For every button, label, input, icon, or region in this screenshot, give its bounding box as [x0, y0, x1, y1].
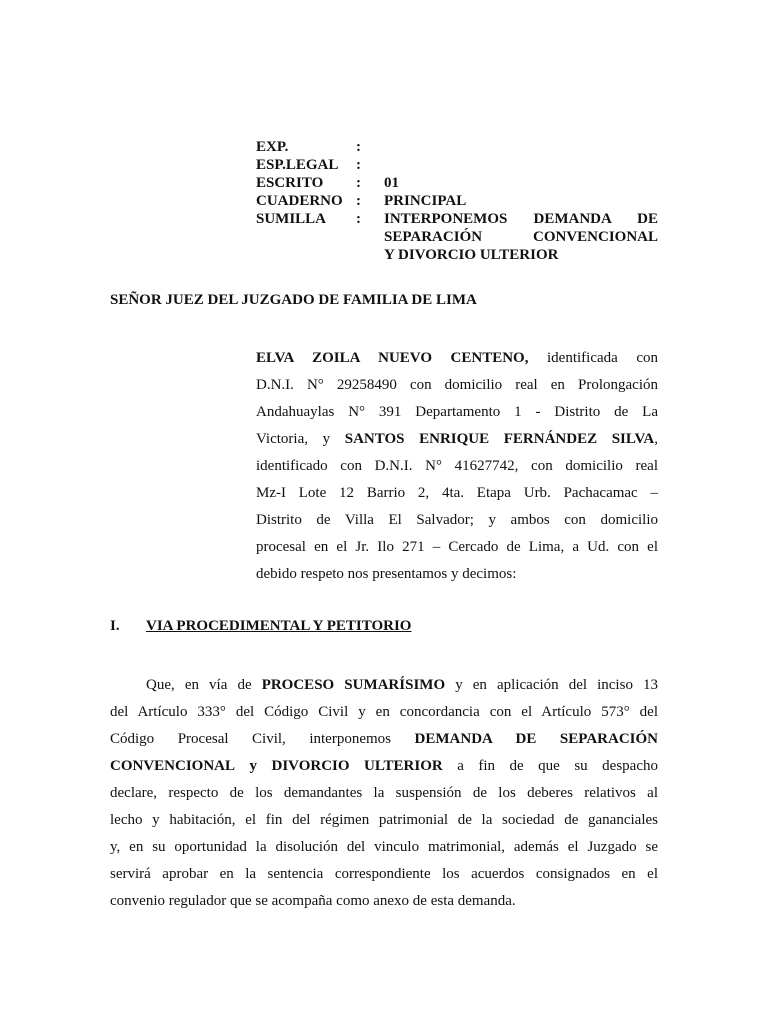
section-heading — [110, 618, 411, 635]
header-row-exp — [256, 138, 658, 156]
header-row-sumilla-cont — [256, 246, 658, 264]
text-line: Código Procesal Civil, interponemos DEMANDA DE SEPARACIÓN — [110, 731, 658, 747]
header-value: PRINCIPAL — [384, 193, 467, 209]
header-row-cuaderno — [256, 192, 658, 210]
header-row-escrito — [256, 174, 658, 192]
header-row-esp-legal — [256, 156, 658, 174]
text-line: Que, en vía de PROCESO SUMARÍSIMO y en aplicación del inciso 13 — [146, 677, 659, 693]
petition-paragraph — [110, 672, 658, 915]
header-row-sumilla — [256, 210, 658, 228]
header-colon: : — [356, 175, 361, 191]
text-line: convenio regulador que se acompaña como anexo de esta demanda. — [110, 893, 516, 909]
text-line: servirá aprobar en la sentencia correspondiente los acuerdos consignados en el — [110, 866, 658, 882]
text-line: identificado con D.N.I. N° 41627742, con domicilio real — [256, 458, 658, 474]
text-line: declare, respecto de los demandantes la suspensión de los deberes relativos al — [110, 785, 658, 801]
header-colon: : — [356, 157, 361, 173]
header-label: ESCRITO — [256, 175, 324, 191]
text-line: del Artículo 333° del Código Civil y en concordancia con el Artículo 573° del — [110, 704, 658, 720]
party-name: ELVA ZOILA NUEVO CENTENO, — [256, 350, 529, 366]
text-line: Victoria, y SANTOS ENRIQUE FERNÁNDEZ SILVA, — [256, 431, 658, 447]
section-title: VIA PROCEDIMENTAL Y PETITORIO — [146, 618, 412, 634]
header-row-sumilla-cont — [256, 228, 658, 246]
text-line: Andahuaylas N° 391 Departamento 1 - Distrito de La — [256, 404, 658, 420]
header-label: EXP. — [256, 139, 289, 155]
header-value: INTERPONEMOS DEMANDA DE — [384, 211, 658, 227]
header-colon: : — [356, 211, 361, 227]
sumilla-continuation: Y DIVORCIO ULTERIOR — [384, 247, 559, 263]
text-line: ELVA ZOILA NUEVO CENTENO, identificada con — [256, 350, 659, 366]
text-line: y, en su oportunidad la disolución del vinculo matrimonial, además el Juzgado se — [110, 839, 658, 855]
header-colon: : — [356, 139, 361, 155]
text-line: procesal en el Jr. Ilo 271 – Cercado de Lima, a Ud. con el — [256, 539, 658, 555]
text-line: CONVENCIONAL y DIVORCIO ULTERIOR a fin de que su despacho — [110, 758, 658, 774]
header-value — [384, 156, 658, 174]
party-name: SANTOS ENRIQUE FERNÁNDEZ SILVA — [344, 431, 655, 447]
header-colon: : — [356, 193, 361, 209]
header-label: CUADERNO — [256, 193, 343, 209]
parties-paragraph — [256, 345, 658, 588]
header-value: 01 — [384, 175, 399, 191]
section-number: I. — [110, 618, 120, 634]
text-line: debido respeto nos presentamos y decimos: — [256, 566, 517, 582]
addressee: SEÑOR JUEZ DEL JUZGADO DE FAMILIA DE LIMA — [110, 292, 477, 308]
text-line: lecho y habitación, el fin del régimen patrimonial de la sociedad de gananciales — [110, 812, 658, 828]
case-header — [256, 138, 658, 264]
text-line: Distrito de Villa El Salvador; y ambos con domicilio — [256, 512, 658, 528]
header-label: SUMILLA — [256, 211, 327, 227]
sumilla-continuation: SEPARACIÓN CONVENCIONAL — [384, 229, 658, 245]
text-line: Mz-I Lote 12 Barrio 2, 4ta. Etapa Urb. Pachacamac – — [256, 485, 658, 501]
header-value — [384, 138, 658, 156]
text-line: D.N.I. N° 29258490 con domicilio real en Prolongación — [256, 377, 658, 393]
header-label: ESP.LEGAL — [256, 157, 339, 173]
